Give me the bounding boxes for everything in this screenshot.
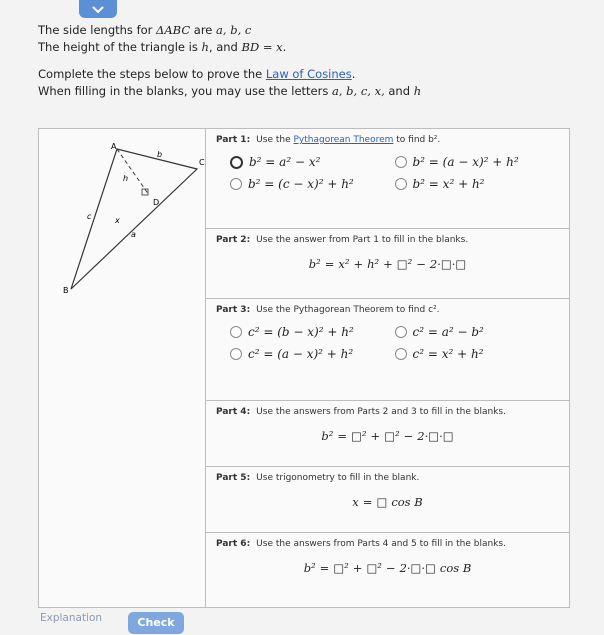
answer-blank[interactable]: □ — [376, 495, 388, 509]
triangle-figure-cell — [39, 129, 206, 607]
explanation-button[interactable]: Explanation — [40, 612, 103, 624]
side-b-label: b — [157, 150, 163, 159]
side-a-label: a — [131, 230, 136, 239]
vertex-c-label: C — [199, 158, 205, 167]
part-4 — [206, 401, 569, 467]
part-4-title: Part 4: Use the answers from Parts 2 and 3 to fill in the blanks. — [216, 407, 506, 417]
part-6-title: Part 6: Use the answers from Parts 4 and 5 to fill in the blanks. — [216, 539, 506, 549]
part-3-options — [216, 325, 559, 361]
answer-blank[interactable]: □² — [333, 561, 349, 575]
part-5-title: Part 5: Use trigonometry to fill in the blank. — [216, 473, 420, 483]
part-3-title: Part 3: Use the Pythagorean Theorem to find c². — [216, 305, 440, 315]
radio-button[interactable] — [230, 156, 243, 169]
triangle-figure — [39, 129, 205, 607]
radio-button[interactable] — [230, 178, 242, 190]
segment-x-label: x — [115, 216, 120, 225]
part-1-option[interactable]: b² = a² − x² — [230, 155, 395, 169]
answer-blank[interactable]: □² — [366, 561, 382, 575]
radio-button[interactable] — [395, 178, 407, 190]
part-1-option[interactable]: b² = (a − x)² + h² — [395, 155, 560, 169]
part-1-option[interactable]: b² = (c − x)² + h² — [230, 177, 395, 191]
law-of-cosines-link[interactable]: Law of Cosines — [265, 67, 352, 81]
proof-panel — [38, 128, 570, 608]
pythagorean-theorem-link[interactable]: Pythagorean Theorem — [293, 135, 394, 145]
radio-button[interactable] — [230, 326, 242, 338]
radio-button[interactable] — [395, 348, 407, 360]
radio-button[interactable] — [395, 156, 407, 168]
part-4-formula: b² = □² + □² − 2·□·□ — [321, 429, 454, 443]
chevron-down-icon — [91, 5, 105, 15]
intro-line-3: Complete the steps below to prove the Law of Cosines. — [38, 67, 356, 81]
collapse-button[interactable] — [79, 0, 117, 18]
part-3 — [206, 299, 569, 401]
part-3-option[interactable]: c² = (a − x)² + h² — [230, 347, 395, 361]
vertex-b-label: B — [63, 286, 69, 295]
side-c-label: c — [87, 212, 92, 221]
answer-blank[interactable]: □² — [351, 429, 367, 443]
intro-line-1: The side lengths for ΔABC are a, b, c — [38, 23, 252, 37]
radio-button[interactable] — [395, 326, 407, 338]
part-5 — [206, 467, 569, 533]
point-d-label: D — [153, 198, 160, 207]
part-2 — [206, 229, 569, 299]
part-2-title: Part 2: Use the answer from Part 1 to fill in the blanks. — [216, 235, 469, 245]
answer-blank[interactable]: □² — [384, 429, 400, 443]
part-6 — [206, 533, 569, 607]
radio-button[interactable] — [230, 348, 242, 360]
part-1-options — [216, 155, 559, 191]
answer-blank[interactable]: □² — [396, 257, 413, 271]
part-2-formula: b² = x² + h² + □² − 2·□·□ — [308, 257, 467, 271]
part-1-option[interactable]: b² = x² + h² — [395, 177, 560, 191]
parts-column — [206, 129, 569, 607]
part-6-formula: b² = □² + □² − 2·□·□ cos B — [303, 561, 472, 575]
instructions — [38, 22, 578, 100]
answer-blank[interactable]: 2·□·□ — [417, 429, 454, 443]
check-button[interactable]: Check — [128, 612, 184, 634]
part-1-title: Part 1: Use the Pythagorean Theorem to find b². — [216, 135, 441, 145]
answer-blank[interactable]: 2·□·□ — [429, 257, 467, 271]
part-3-option[interactable]: c² = (b − x)² + h² — [230, 325, 395, 339]
part-3-option[interactable]: c² = x² + h² — [395, 347, 560, 361]
part-1 — [206, 129, 569, 229]
vertex-a-label: A — [111, 142, 117, 151]
intro-line-2: The height of the triangle is h, and BD = x. — [38, 40, 287, 54]
part-5-formula: x = □ cos B — [352, 495, 423, 509]
answer-blank[interactable]: 2·□·□ — [399, 561, 436, 575]
intro-line-4: When filling in the blanks, you may use the letters a, b, c, x, and h — [38, 84, 422, 98]
part-3-option[interactable]: c² = a² − b² — [395, 325, 560, 339]
height-h-label: h — [123, 174, 129, 183]
